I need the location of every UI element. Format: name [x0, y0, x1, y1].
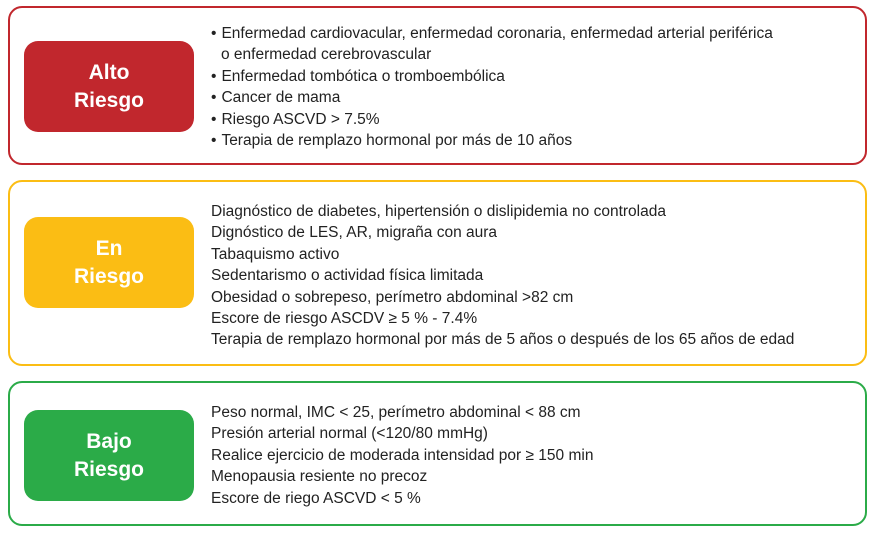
list-item: Realice ejercicio de moderada intensidad por ≥ 150 min — [211, 446, 594, 464]
alto-riesgo-panel — [8, 6, 867, 165]
alto-riesgo-label-line1: Alto — [88, 60, 130, 84]
list-item: Obesidad o sobrepeso, perímetro abdominal >82 cm — [211, 288, 574, 306]
alto-riesgo-label-line2: Riesgo — [73, 88, 144, 112]
en-riesgo-label-line2: Riesgo — [73, 264, 144, 288]
list-item: • Terapia de remplazo hormonal por más de 10 años — [211, 130, 773, 151]
bajo-riesgo-label-line1: Bajo — [86, 429, 132, 453]
list-item: Presión arterial normal (<120/80 mmHg) — [211, 425, 488, 443]
alto-riesgo-badge — [24, 41, 194, 132]
list-item: Escore de riesgo ASCDV ≥ 5 % - 7.4% — [211, 310, 478, 328]
list-item: Dignóstico de LES, AR, migraña con aura — [211, 224, 498, 242]
list-item: • Riesgo ASCVD > 7.5% — [211, 109, 773, 130]
bajo-riesgo-panel — [8, 381, 867, 526]
en-riesgo-badge — [24, 217, 194, 308]
list-item: Terapia de remplazo hormonal por más de 5 años o después de los 65 años de edad — [211, 331, 795, 349]
list-item: Peso normal, IMC < 25, perímetro abdominal < 88 cm — [211, 404, 581, 421]
en-riesgo-list — [211, 201, 794, 351]
list-item: • Cancer de mama — [211, 87, 773, 108]
en-riesgo-label-line1: En — [95, 236, 123, 260]
bajo-riesgo-badge — [24, 410, 194, 501]
bajo-riesgo-label-line2: Riesgo — [73, 457, 144, 481]
bajo-riesgo-list — [211, 402, 593, 509]
list-item: o enfermedad cerebrovascular — [221, 46, 432, 64]
list-item: Escore de riego ASCVD < 5 % — [211, 489, 421, 507]
list-item: • Enfermedad cardiovacular, enfermedad coronaria, enfermedad arterial periférica — [211, 23, 773, 44]
list-item: Menopausia resiente no precoz — [211, 468, 428, 486]
list-item: Tabaquismo activo — [211, 245, 340, 263]
en-riesgo-panel — [8, 180, 867, 366]
list-item: Diagnóstico de diabetes, hipertensión o dislipidemia no controlada — [211, 203, 666, 220]
list-item: • Enfermedad tombótica o tromboembólica — [211, 66, 773, 87]
alto-riesgo-list — [211, 23, 773, 151]
list-item: Sedentarismo o actividad física limitada — [211, 267, 484, 285]
